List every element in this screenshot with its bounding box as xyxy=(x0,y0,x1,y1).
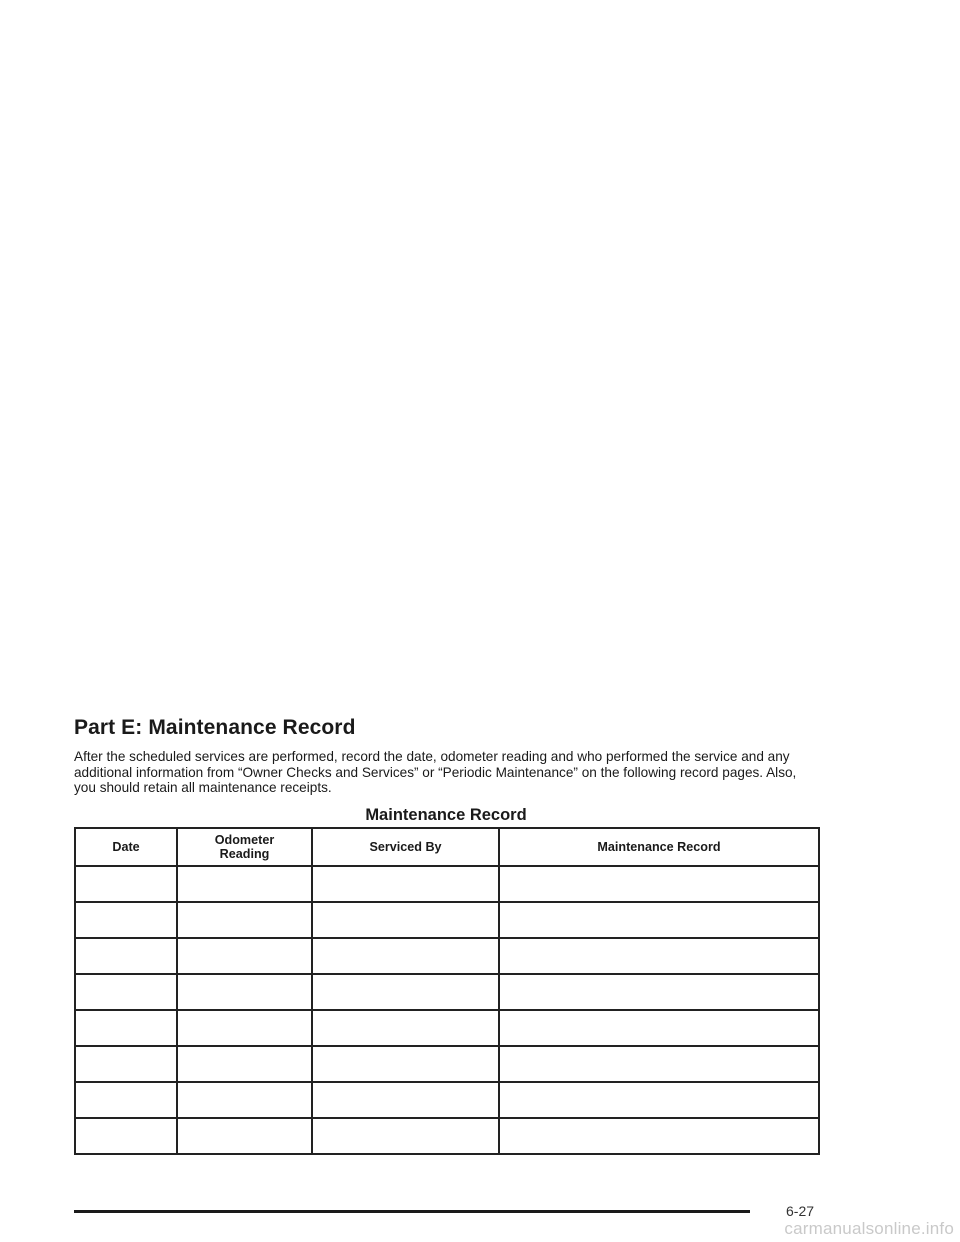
table-row xyxy=(75,1082,819,1118)
table-header-row xyxy=(75,828,819,866)
column-header-maintenance-record: Maintenance Record xyxy=(499,828,819,866)
column-header-date: Date xyxy=(75,828,177,866)
maintenance-record-cell xyxy=(499,938,819,974)
serviced-by-cell xyxy=(312,902,499,938)
odometer-cell xyxy=(177,1046,312,1082)
date-cell xyxy=(75,1010,177,1046)
table-row xyxy=(75,1046,819,1082)
footer-divider xyxy=(74,1210,750,1213)
odometer-cell xyxy=(177,938,312,974)
odometer-cell xyxy=(177,1010,312,1046)
maintenance-record-cell xyxy=(499,902,819,938)
column-header-serviced-by: Serviced By xyxy=(312,828,499,866)
date-cell xyxy=(75,974,177,1010)
maintenance-record-cell xyxy=(499,1046,819,1082)
date-cell xyxy=(75,1046,177,1082)
date-cell xyxy=(75,902,177,938)
table-row xyxy=(75,1118,819,1154)
serviced-by-cell xyxy=(312,1010,499,1046)
table-row xyxy=(75,1010,819,1046)
odometer-cell xyxy=(177,1118,312,1154)
date-cell xyxy=(75,1082,177,1118)
section-title: Part E: Maintenance Record xyxy=(74,716,356,739)
odometer-cell xyxy=(177,1082,312,1118)
serviced-by-cell xyxy=(312,866,499,902)
serviced-by-cell xyxy=(312,938,499,974)
table-row xyxy=(75,902,819,938)
date-cell xyxy=(75,1118,177,1154)
serviced-by-cell xyxy=(312,1082,499,1118)
maintenance-record-cell xyxy=(499,866,819,902)
intro-paragraph: After the scheduled services are performed, record the date, odometer reading and who performed the service and any additional information from “Owner Checks and Services” or “Periodic Maintenance” on the following record pages. Also, you should retain all maintenance receipts. xyxy=(74,749,797,795)
table-caption: Maintenance Record xyxy=(365,806,527,824)
table-row xyxy=(75,974,819,1010)
odometer-cell xyxy=(177,866,312,902)
date-cell xyxy=(75,938,177,974)
odometer-cell xyxy=(177,974,312,1010)
odometer-cell xyxy=(177,902,312,938)
table-row xyxy=(75,938,819,974)
maintenance-record-cell xyxy=(499,1118,819,1154)
maintenance-record-cell xyxy=(499,1082,819,1118)
page-number: 6-27 xyxy=(786,1203,815,1219)
table-row xyxy=(75,866,819,902)
date-cell xyxy=(75,866,177,902)
serviced-by-cell xyxy=(312,974,499,1010)
maintenance-record-table xyxy=(74,827,820,1155)
serviced-by-cell xyxy=(312,1046,499,1082)
column-header-odometer-reading: Odometer Reading xyxy=(177,828,312,866)
serviced-by-cell xyxy=(312,1118,499,1154)
maintenance-record-cell xyxy=(499,974,819,1010)
maintenance-record-cell xyxy=(499,1010,819,1046)
watermark-text: carmanualsonline.info xyxy=(784,1219,954,1238)
